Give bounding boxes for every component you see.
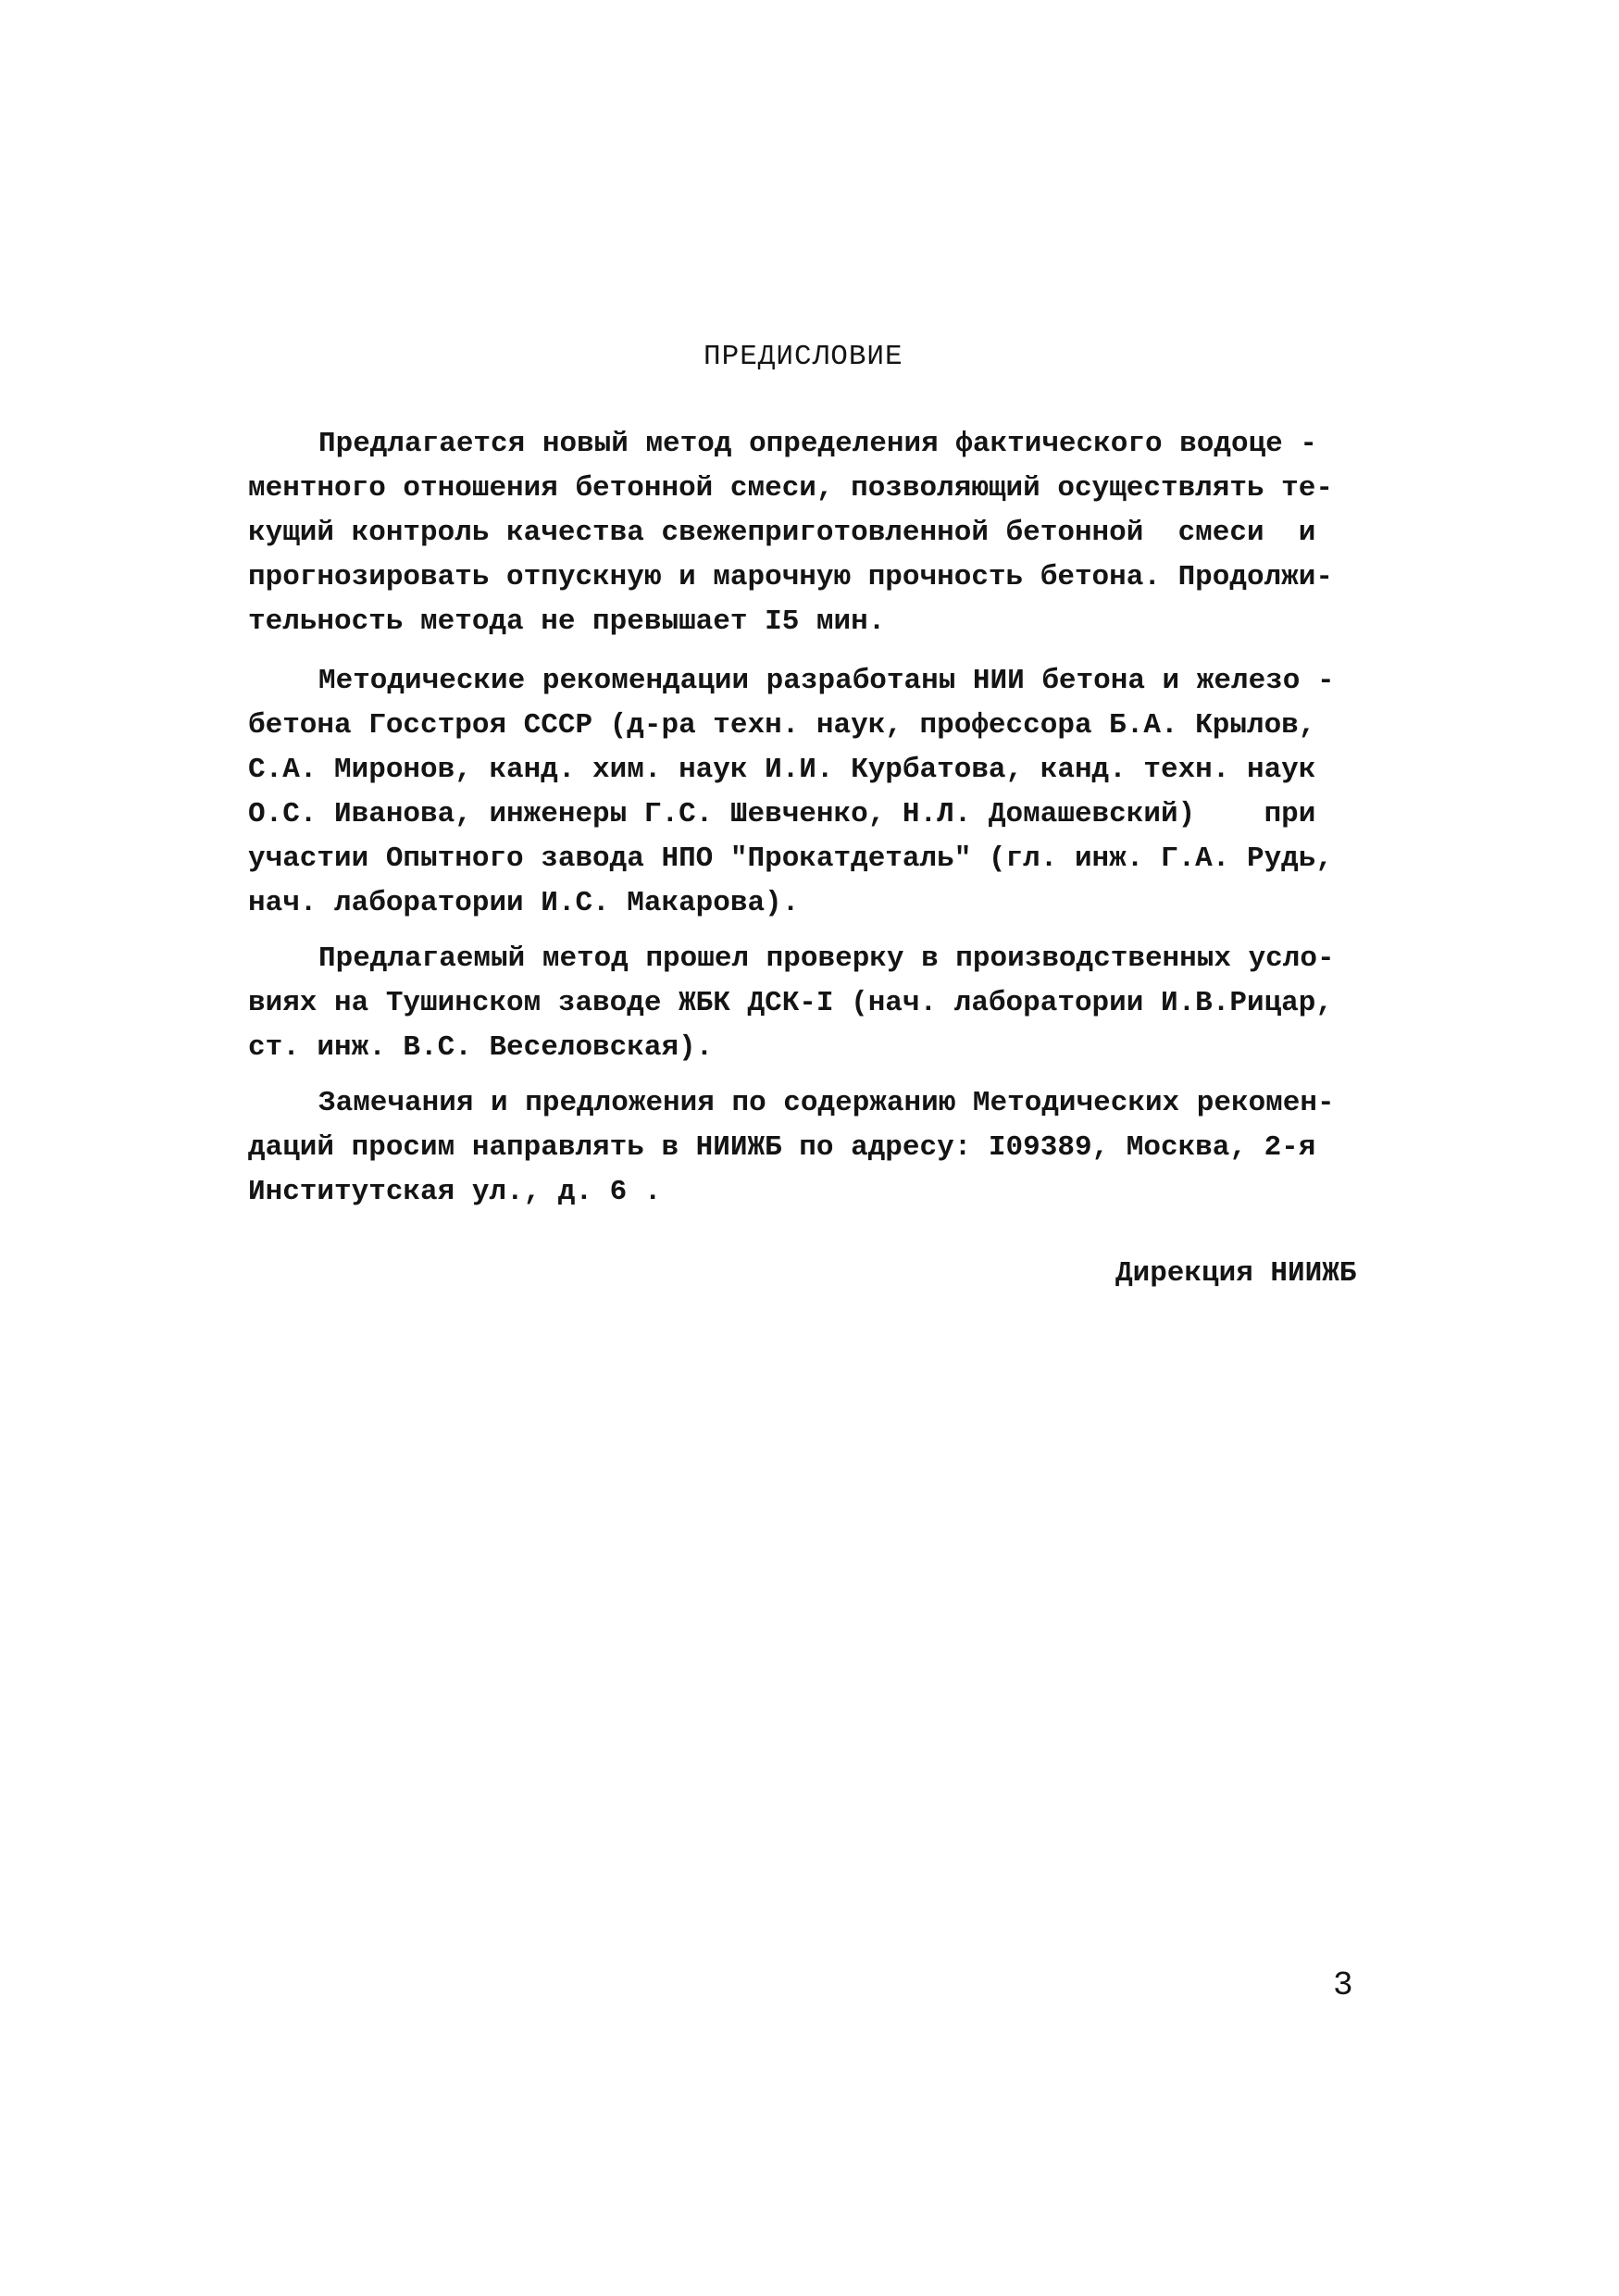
- paragraph-line: прогнозировать отпускную и марочную прочность бетона. Продолжи-: [248, 561, 1333, 593]
- paragraph-line: Замечания и предложения по содержанию Методических рекомен-: [318, 1087, 1335, 1119]
- signature: Дирекция НИИЖБ: [1115, 1257, 1357, 1290]
- paragraph-line: Методические рекомендации разработаны НИИ бетона и железо -: [318, 665, 1335, 697]
- paragraph-line: Предлагается новый метод определения фактического водоце -: [318, 428, 1317, 460]
- paragraph-line: ст. инж. В.С. Веселовская).: [248, 1031, 714, 1064]
- paragraph-method-description: [248, 422, 1333, 644]
- paragraph-line: Предлагаемый метод прошел проверку в производственных усло-: [318, 942, 1335, 975]
- page-number: 3: [1333, 1966, 1353, 2004]
- paragraph-line: ментного отношения бетонной смеси, позволяющий осуществлять те-: [248, 472, 1333, 505]
- paragraph-line: С.А. Миронов, канд. хим. наук И.И. Курбатова, канд. техн. наук: [248, 754, 1316, 786]
- paragraph-line: О.С. Иванова, инженеры Г.С. Шевченко, Н.Л. Домашевский) при: [248, 798, 1316, 830]
- paragraph-line: даций просим направлять в НИИЖБ по адресу: I09389, Москва, 2-я: [248, 1131, 1316, 1164]
- paragraph-line: тельность метода не превышает I5 мин.: [248, 605, 886, 638]
- page-title: ПРЕДИСЛОВИЕ: [704, 341, 903, 373]
- paragraph-line: Институтская ул., д. 6 .: [248, 1176, 662, 1208]
- paragraph-line: кущий контроль качества свежеприготовленной бетонной смеси и: [248, 517, 1316, 549]
- paragraph-line: виях на Тушинском заводе ЖБК ДСК-I (нач. лаборатории И.В.Рицар,: [248, 987, 1333, 1019]
- paragraph-line: нач. лаборатории И.С. Макарова).: [248, 887, 800, 919]
- paragraph-contact-address: [248, 1081, 1335, 1215]
- paragraph-line: участии Опытного завода НПО "Прокатдеталь" (гл. инж. Г.А. Рудь,: [248, 842, 1333, 875]
- paragraph-authors: [248, 659, 1335, 926]
- paragraph-line: бетона Госстроя СССР (д-ра техн. наук, профессора Б.А. Крылов,: [248, 709, 1316, 742]
- paragraph-verification: [248, 937, 1335, 1070]
